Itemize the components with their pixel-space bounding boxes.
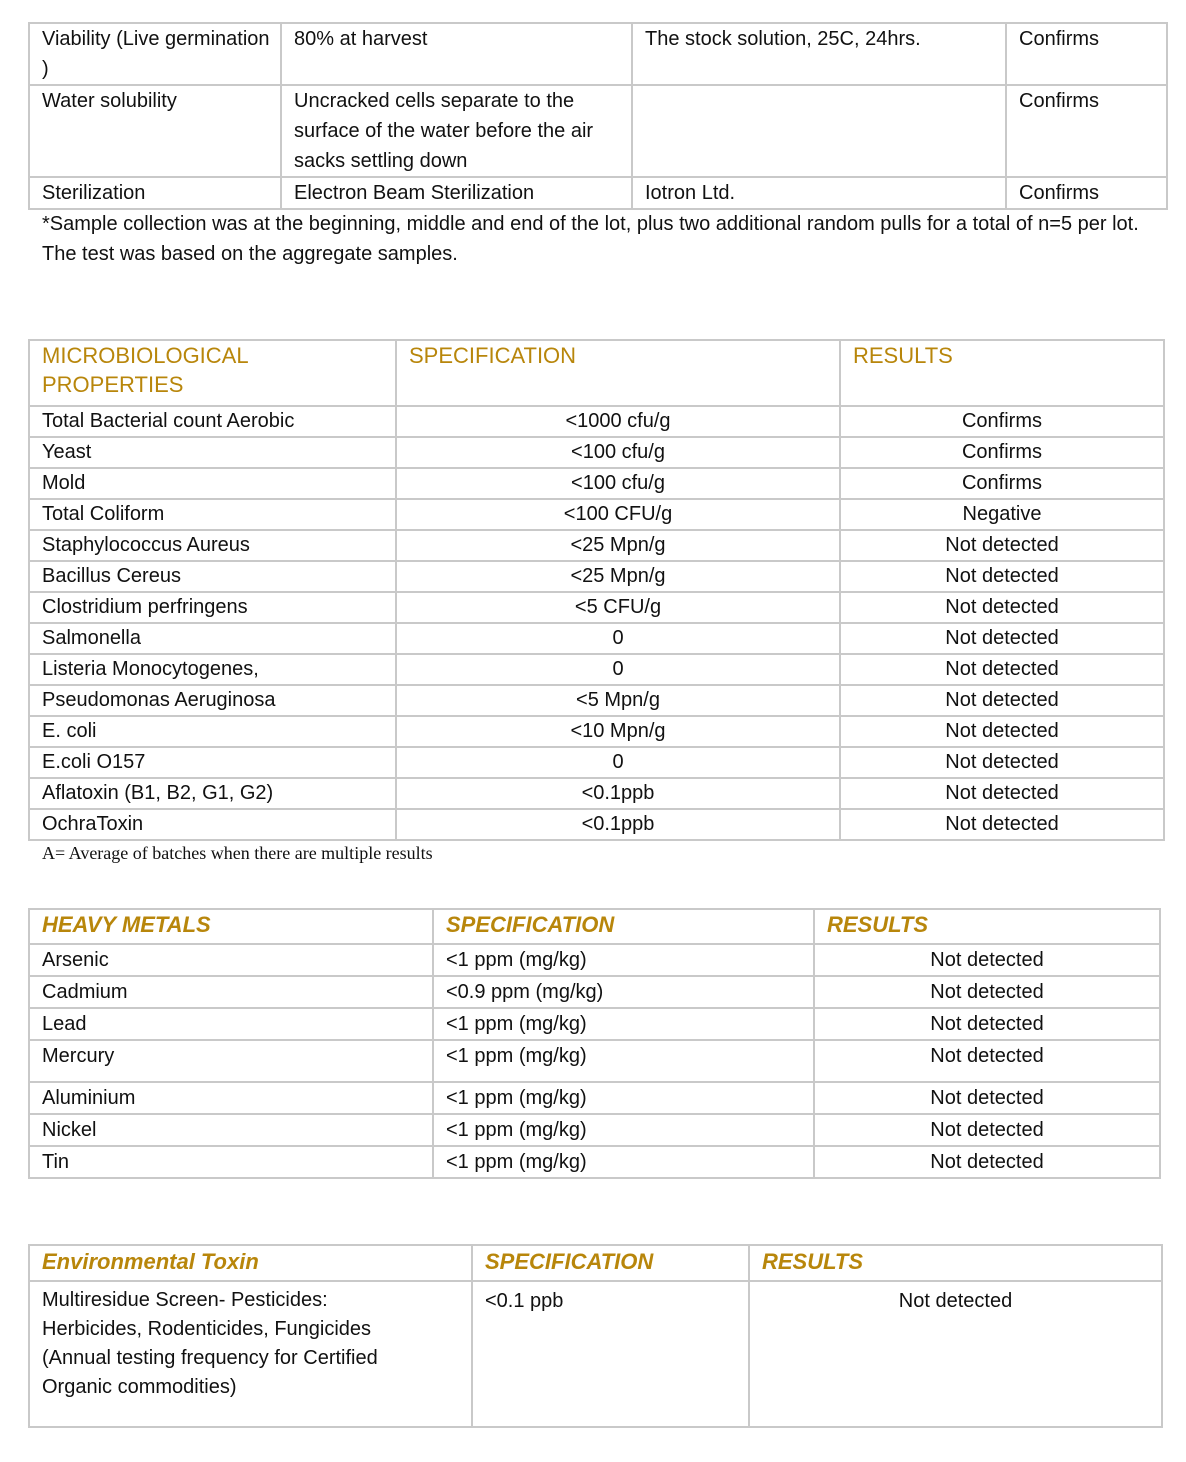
table-row — [29, 747, 1164, 778]
table-row — [29, 976, 1160, 1008]
header-row — [29, 340, 1164, 406]
env-header-spec: SPECIFICATION — [472, 1245, 749, 1281]
metals-spec-cell: <1 ppm (mg/kg) — [433, 1040, 814, 1082]
table-row — [29, 499, 1164, 530]
metals-spec-cell: <1 ppm (mg/kg) — [433, 1008, 814, 1040]
micro-spec-cell: <100 cfu/g — [396, 437, 840, 468]
metals-spec-cell: <1 ppm (mg/kg) — [433, 1114, 814, 1146]
micro-result-cell: Confirms — [840, 406, 1164, 437]
micro-name-cell: Clostridium perfringens — [29, 592, 396, 623]
microbiological-table — [28, 339, 1165, 841]
micro-result-cell: Not detected — [840, 561, 1164, 592]
table-row — [29, 716, 1164, 747]
table-row — [29, 1146, 1160, 1178]
spec-cell: Uncracked cells separate to the surface of the water before the air sacks settling down — [281, 85, 632, 177]
micro-result-cell: Not detected — [840, 747, 1164, 778]
micro-result-cell: Not detected — [840, 530, 1164, 561]
micro-spec-cell: <25 Mpn/g — [396, 561, 840, 592]
micro-name-cell: Bacillus Cereus — [29, 561, 396, 592]
metals-header-property: HEAVY METALS — [29, 909, 433, 944]
micro-spec-cell: <10 Mpn/g — [396, 716, 840, 747]
metals-spec-cell: <1 ppm (mg/kg) — [433, 944, 814, 976]
table-row — [29, 654, 1164, 685]
table-row — [29, 437, 1164, 468]
table-row — [29, 685, 1164, 716]
metals-result-cell: Not detected — [814, 1146, 1160, 1178]
micro-header-result: RESULTS — [840, 340, 1164, 406]
table-row — [29, 468, 1164, 499]
method-cell — [632, 85, 1006, 177]
metals-rows — [29, 944, 1160, 1178]
table-row — [29, 944, 1160, 976]
env-header-result: RESULTS — [749, 1245, 1162, 1281]
spec-cell: 80% at harvest — [281, 23, 632, 85]
micro-header-spec: SPECIFICATION — [396, 340, 840, 406]
table-row — [29, 592, 1164, 623]
micro-result-cell: Not detected — [840, 654, 1164, 685]
micro-name-cell: Listeria Monocytogenes, — [29, 654, 396, 685]
method-cell: Iotron Ltd. — [632, 177, 1006, 209]
method-cell: The stock solution, 25C, 24hrs. — [632, 23, 1006, 85]
micro-result-cell: Not detected — [840, 592, 1164, 623]
table-row — [29, 177, 1167, 209]
table-row — [29, 623, 1164, 654]
header-row — [29, 1245, 1162, 1281]
micro-name-cell: E.coli O157 — [29, 747, 396, 778]
micro-name-cell: Yeast — [29, 437, 396, 468]
metals-result-cell: Not detected — [814, 944, 1160, 976]
metals-name-cell: Arsenic — [29, 944, 433, 976]
metals-name-cell: Aluminium — [29, 1082, 433, 1114]
sampling-footnote: *Sample collection was at the beginning, middle and end of the lot, plus two additional random pulls for a total of n=5 per lot. The test was based on the aggregate samples. — [42, 213, 1139, 265]
micro-name-cell: Total Coliform — [29, 499, 396, 530]
metals-result-cell: Not detected — [814, 976, 1160, 1008]
micro-spec-cell: <100 CFU/g — [396, 499, 840, 530]
micro-spec-cell: <0.1ppb — [396, 778, 840, 809]
micro-result-cell: Not detected — [840, 685, 1164, 716]
micro-spec-cell: <5 Mpn/g — [396, 685, 840, 716]
micro-spec-cell: <0.1ppb — [396, 809, 840, 840]
metals-result-cell: Not detected — [814, 1008, 1160, 1040]
table-row — [29, 778, 1164, 809]
property-cell: Sterilization — [29, 177, 281, 209]
micro-header-property: MICROBIOLOGICAL PROPERTIES — [29, 340, 396, 406]
micro-name-cell: Total Bacterial count Aerobic — [29, 406, 396, 437]
metals-header-spec: SPECIFICATION — [433, 909, 814, 944]
top-properties-table — [28, 22, 1168, 210]
micro-name-cell: Mold — [29, 468, 396, 499]
spec-cell: Electron Beam Sterilization — [281, 177, 632, 209]
micro-result-cell: Negative — [840, 499, 1164, 530]
table-row — [29, 809, 1164, 840]
metals-result-cell: Not detected — [814, 1040, 1160, 1082]
table-row — [29, 530, 1164, 561]
micro-spec-cell: <1000 cfu/g — [396, 406, 840, 437]
metals-spec-cell: <1 ppm (mg/kg) — [433, 1146, 814, 1178]
table-row — [29, 1082, 1160, 1114]
property-cell: Water solubility — [29, 85, 281, 177]
micro-spec-cell: 0 — [396, 747, 840, 778]
result-cell: Confirms — [1006, 23, 1167, 85]
micro-rows — [29, 406, 1164, 840]
heavy-metals-table — [28, 908, 1161, 1179]
micro-spec-cell: <25 Mpn/g — [396, 530, 840, 561]
micro-result-cell: Not detected — [840, 716, 1164, 747]
table-row — [29, 1114, 1160, 1146]
metals-header-result: RESULTS — [814, 909, 1160, 944]
metals-spec-cell: <0.9 ppm (mg/kg) — [433, 976, 814, 1008]
metals-name-cell: Tin — [29, 1146, 433, 1178]
table-row — [29, 561, 1164, 592]
table-row — [29, 1008, 1160, 1040]
table-row — [29, 406, 1164, 437]
micro-spec-cell: 0 — [396, 654, 840, 685]
micro-name-cell: Staphylococcus Aureus — [29, 530, 396, 561]
table-row — [29, 85, 1167, 177]
micro-name-cell: E. coli — [29, 716, 396, 747]
result-cell: Confirms — [1006, 85, 1167, 177]
micro-name-cell: OchraToxin — [29, 809, 396, 840]
micro-spec-cell: 0 — [396, 623, 840, 654]
average-footnote: A= Average of batches when there are multiple results — [42, 843, 433, 863]
micro-result-cell: Not detected — [840, 778, 1164, 809]
micro-spec-cell: <100 cfu/g — [396, 468, 840, 499]
table-row — [29, 23, 1167, 85]
env-result-cell: Not detected — [749, 1281, 1162, 1427]
table-row — [29, 1040, 1160, 1082]
header-row — [29, 909, 1160, 944]
metals-name-cell: Mercury — [29, 1040, 433, 1082]
micro-name-cell: Aflatoxin (B1, B2, G1, G2) — [29, 778, 396, 809]
micro-result-cell: Not detected — [840, 623, 1164, 654]
table-row — [29, 1281, 1162, 1427]
metals-result-cell: Not detected — [814, 1114, 1160, 1146]
environmental-toxin-table — [28, 1244, 1163, 1428]
env-spec-cell: <0.1 ppb — [472, 1281, 749, 1427]
metals-name-cell: Cadmium — [29, 976, 433, 1008]
micro-result-cell: Confirms — [840, 437, 1164, 468]
property-cell: Viability (Live germination ) — [29, 23, 281, 85]
metals-spec-cell: <1 ppm (mg/kg) — [433, 1082, 814, 1114]
result-cell: Confirms — [1006, 177, 1167, 209]
micro-name-cell: Salmonella — [29, 623, 396, 654]
env-header-property: Environmental Toxin — [29, 1245, 472, 1281]
micro-name-cell: Pseudomonas Aeruginosa — [29, 685, 396, 716]
env-name-cell: Multiresidue Screen- Pesticides: Herbicides, Rodenticides, Fungicides (Annual testing frequency for Certified Organic commodities) — [29, 1281, 472, 1427]
metals-name-cell: Nickel — [29, 1114, 433, 1146]
metals-name-cell: Lead — [29, 1008, 433, 1040]
micro-result-cell: Not detected — [840, 809, 1164, 840]
micro-spec-cell: <5 CFU/g — [396, 592, 840, 623]
metals-result-cell: Not detected — [814, 1082, 1160, 1114]
micro-result-cell: Confirms — [840, 468, 1164, 499]
